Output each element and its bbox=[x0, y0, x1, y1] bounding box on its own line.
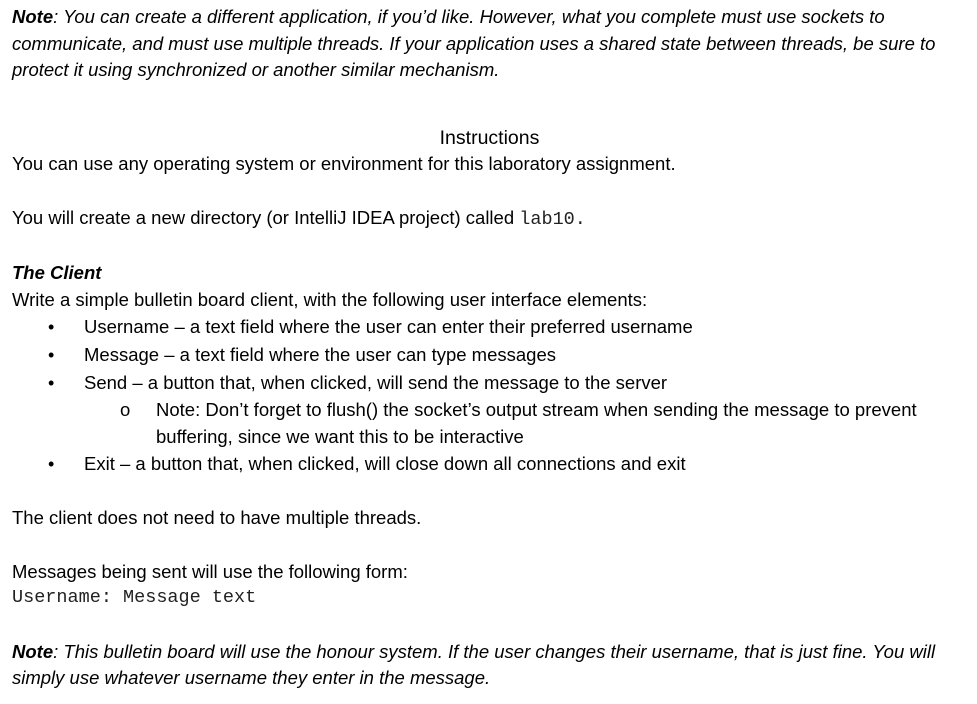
bullet-icon: • bbox=[48, 454, 55, 474]
circle-bullet-icon: o bbox=[120, 399, 131, 420]
list-item-text: Message – a text field where the user can type messages bbox=[84, 344, 557, 365]
bottom-note-label: Note bbox=[12, 640, 54, 662]
document-page bbox=[12, 4, 967, 692]
spacer bbox=[12, 233, 967, 260]
client-intro: Write a simple bulletin board client, with the following user interface elements: bbox=[12, 288, 648, 310]
paragraph-form: Messages being sent will use the following form: bbox=[12, 560, 408, 582]
directory-text: You will create a new directory (or IntelliJ IDEA project) called bbox=[12, 206, 520, 228]
directory-code: lab10 bbox=[519, 208, 575, 230]
top-note bbox=[12, 4, 967, 84]
list-item-message bbox=[12, 341, 967, 369]
top-note-label: Note bbox=[12, 6, 54, 27]
directory-period: . bbox=[574, 208, 586, 230]
send-sub-list bbox=[84, 397, 967, 450]
spacer bbox=[12, 612, 967, 639]
paragraph-threads: The client does not need to have multiple threads. bbox=[12, 507, 422, 528]
list-item-username bbox=[12, 313, 967, 341]
instructions-heading: Instructions bbox=[439, 126, 540, 149]
sub-list-item-flush-note bbox=[84, 397, 967, 450]
paragraph-directory bbox=[12, 205, 967, 234]
spacer bbox=[12, 178, 967, 205]
bottom-note bbox=[12, 639, 967, 692]
top-note-text: : You can create a different application, if you’d like. However, what you complete must use sockets to communicate, and must use multiple threads. If your application uses a shared state between threads, be sure to protect it using synchronized or another similar mechanism. bbox=[12, 6, 936, 80]
bullet-icon: • bbox=[48, 373, 55, 393]
form-code: Username: Message text bbox=[12, 587, 257, 608]
list-item-text: Exit – a button that, when clicked, will close down all connections and exit bbox=[84, 453, 686, 474]
list-item-text: Send – a button that, when clicked, will send the message to the server bbox=[84, 372, 668, 393]
sub-list-item-text: Note: Don’t forget to flush() the socket’s output stream when sending the message to prevent buffering, since we want this to be interactive bbox=[156, 399, 917, 447]
spacer bbox=[12, 478, 967, 505]
spacer bbox=[12, 532, 967, 559]
list-item-text: Username – a text field where the user can enter their preferred username bbox=[84, 316, 693, 337]
list-item-send bbox=[12, 369, 967, 450]
list-item-exit bbox=[12, 450, 967, 478]
paragraph-os: You can use any operating system or environment for this laboratory assignment. bbox=[12, 153, 676, 174]
bullet-icon: • bbox=[48, 345, 55, 365]
ui-elements-list bbox=[12, 313, 967, 478]
client-heading: The Client bbox=[12, 262, 102, 283]
bottom-note-text: : This bulletin board will use the honour system. If the user changes their username, that is just fine. You will simply use whatever username they enter in the message. bbox=[12, 640, 936, 688]
bullet-icon: • bbox=[48, 317, 55, 337]
